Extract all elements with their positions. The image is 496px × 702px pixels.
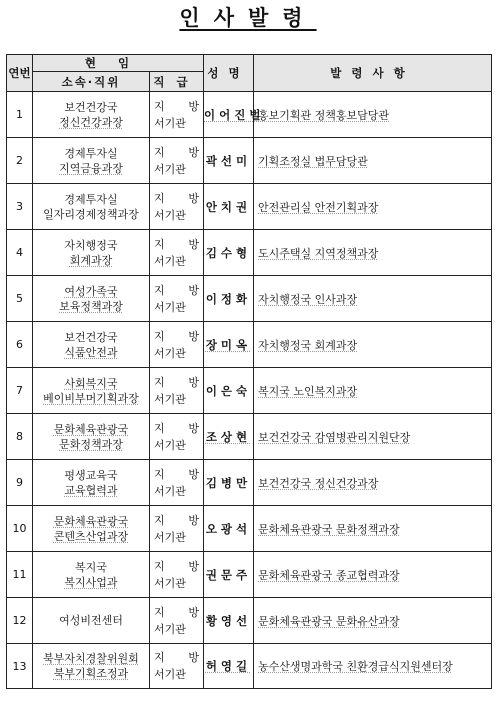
row-dept-title (33, 414, 150, 460)
row-appointment-details: 보건건강국 정신건강과장 (254, 460, 492, 506)
dept-line-1: 자치행정국 (64, 238, 118, 252)
grade-line-2: 서기관 (154, 438, 186, 452)
row-dept-title (33, 230, 150, 276)
row-number: 8 (7, 414, 33, 460)
page-title: 인사발령 (179, 6, 317, 30)
row-person-name: 김병만 (204, 460, 254, 506)
grade-line-1: 지 방 (154, 329, 199, 343)
header-dept-title: 소속·직위 (33, 72, 150, 92)
table-row (7, 322, 492, 368)
row-number: 3 (7, 184, 33, 230)
header-row-top (7, 55, 492, 72)
row-number: 6 (7, 322, 33, 368)
row-grade (150, 414, 204, 460)
dept-line-1: 사회복지국 (64, 376, 118, 390)
dept-line-2: 일자리경제정책과장 (43, 207, 139, 221)
row-appointment-details: 기획조정실 법무담당관 (254, 138, 492, 184)
row-appointment-details: 농수산생명과학국 친환경급식지원센터장 (254, 644, 492, 689)
row-grade (150, 598, 204, 644)
row-person-name: 장미옥 (204, 322, 254, 368)
row-grade (150, 276, 204, 322)
row-person-name: 오광석 (204, 506, 254, 552)
row-appointment-details: 문화체육관광국 문화유산과장 (254, 598, 492, 644)
row-number: 9 (7, 460, 33, 506)
dept-line-1: 보건건강국 (64, 330, 118, 344)
table-row (7, 92, 492, 138)
dept-line-2: 콘텐츠산업과장 (53, 529, 129, 543)
grade-line-1: 지 방 (154, 513, 199, 527)
grade-line-2: 서기관 (154, 300, 186, 314)
dept-line-2: 교육협력과 (64, 483, 118, 497)
dept-line-2: 회계과장 (69, 253, 113, 267)
grade-line-1: 지 방 (154, 237, 199, 251)
row-dept-title (33, 184, 150, 230)
row-dept-title (33, 138, 150, 184)
row-grade (150, 230, 204, 276)
row-grade (150, 644, 204, 689)
table-row (7, 598, 492, 644)
row-dept-title (33, 598, 150, 644)
table-row (7, 138, 492, 184)
row-person-name: 조상현 (204, 414, 254, 460)
table-row (7, 368, 492, 414)
grade-line-1: 지 방 (154, 467, 199, 481)
row-dept-title (33, 552, 150, 598)
row-dept-title (33, 322, 150, 368)
row-appointment-details: 도시주택실 지역정책과장 (254, 230, 492, 276)
row-number: 10 (7, 506, 33, 552)
dept-line-1: 문화체육관광국 (53, 514, 129, 528)
row-appointment-details: 보건건강국 감염병관리지원단장 (254, 414, 492, 460)
row-person-name: 곽선미 (204, 138, 254, 184)
header-current-position: 현임 (33, 55, 204, 72)
dept-line-1: 북부자치경찰위원회 (43, 652, 139, 665)
row-dept-title (33, 506, 150, 552)
row-number: 12 (7, 598, 33, 644)
row-person-name: 이은숙 (204, 368, 254, 414)
dept-line-2: 복지사업과 (64, 575, 118, 589)
row-appointment-details: 안전관리실 안전기획과장 (254, 184, 492, 230)
dept-line-2: 문화정책과장 (59, 437, 123, 451)
grade-line-2: 서기관 (154, 346, 186, 360)
grade-line-2: 서기관 (154, 668, 186, 681)
row-person-name: 허영길 (204, 644, 254, 689)
table-row (7, 230, 492, 276)
dept-line-1: 복지국 (75, 560, 107, 574)
grade-line-2: 서기관 (154, 622, 186, 636)
dept-line-2: 보육정책과장 (59, 299, 123, 313)
row-appointment-details: 자치행정국 인사과장 (254, 276, 492, 322)
row-number: 1 (7, 92, 33, 138)
grade-line-2: 서기관 (154, 530, 186, 544)
row-number: 2 (7, 138, 33, 184)
table-body (7, 92, 492, 689)
grade-line-1: 지 방 (154, 99, 199, 113)
row-person-name: 이정화 (204, 276, 254, 322)
header-name: 성명 (204, 55, 254, 92)
appointment-table (6, 54, 492, 689)
dept-line-1: 보건건강국 (64, 100, 118, 114)
row-number: 4 (7, 230, 33, 276)
grade-line-2: 서기관 (154, 254, 186, 268)
table-row (7, 276, 492, 322)
dept-line-1: 평생교육국 (64, 468, 118, 482)
grade-line-2: 서기관 (154, 208, 186, 222)
row-grade (150, 138, 204, 184)
row-grade (150, 184, 204, 230)
row-grade (150, 92, 204, 138)
grade-line-1: 지 방 (154, 283, 199, 297)
grade-line-1: 지 방 (154, 421, 199, 435)
row-dept-title (33, 368, 150, 414)
row-person-name: 김수형 (204, 230, 254, 276)
row-dept-title (33, 92, 150, 138)
row-dept-title (33, 460, 150, 506)
table-row (7, 552, 492, 598)
row-grade (150, 322, 204, 368)
row-number: 11 (7, 552, 33, 598)
table-row (7, 644, 492, 689)
table-row (7, 460, 492, 506)
grade-line-1: 지 방 (154, 375, 199, 389)
row-person-name: 안치권 (204, 184, 254, 230)
header-details: 발령사항 (254, 55, 492, 92)
row-person-name: 황영선 (204, 598, 254, 644)
dept-line-2: 식품안전과 (64, 345, 118, 359)
dept-line-2: 베이비부머기획과장 (43, 391, 139, 405)
row-appointment-details: 문화체육관광국 문화정책과장 (254, 506, 492, 552)
grade-line-1: 지 방 (154, 191, 199, 205)
header-grade: 직급 (150, 72, 204, 92)
row-grade (150, 368, 204, 414)
grade-line-1: 지 방 (154, 651, 199, 664)
table-row (7, 184, 492, 230)
dept-line-1: 경제투자실 (64, 146, 118, 160)
row-grade (150, 460, 204, 506)
row-number: 13 (7, 644, 33, 689)
row-dept-title (33, 644, 150, 689)
header-no: 연번 (7, 55, 33, 92)
grade-line-2: 서기관 (154, 484, 186, 498)
grade-line-2: 서기관 (154, 392, 186, 406)
row-number: 5 (7, 276, 33, 322)
grade-line-2: 서기관 (154, 576, 186, 590)
grade-line-1: 지 방 (154, 145, 199, 159)
grade-line-2: 서기관 (154, 116, 186, 130)
dept-line-1: 경제투자실 (64, 192, 118, 206)
dept-line-1: 여성가족국 (64, 284, 118, 298)
dept-line-1: 여성비전센터 (59, 614, 123, 627)
row-person-name: 이어진벌 (204, 92, 254, 138)
row-number: 7 (7, 368, 33, 414)
dept-line-2: 지역금융과장 (59, 161, 123, 175)
dept-line-2: 북부기획조정과 (53, 667, 129, 680)
table-row (7, 506, 492, 552)
row-appointment-details: 문화체육관광국 종교협력과장 (254, 552, 492, 598)
row-appointment-details: 홍보기획관 정책홍보담당관 (254, 92, 492, 138)
row-grade (150, 552, 204, 598)
grade-line-2: 서기관 (154, 162, 186, 176)
row-grade (150, 506, 204, 552)
row-person-name: 권문주 (204, 552, 254, 598)
table-row (7, 414, 492, 460)
row-appointment-details: 자치행정국 회계과장 (254, 322, 492, 368)
grade-line-1: 지 방 (154, 559, 199, 573)
dept-line-2: 정신건강과장 (59, 115, 123, 129)
row-dept-title (33, 276, 150, 322)
grade-line-1: 지 방 (154, 605, 199, 619)
row-appointment-details: 복지국 노인복지과장 (254, 368, 492, 414)
dept-line-1: 문화체육관광국 (53, 422, 129, 436)
